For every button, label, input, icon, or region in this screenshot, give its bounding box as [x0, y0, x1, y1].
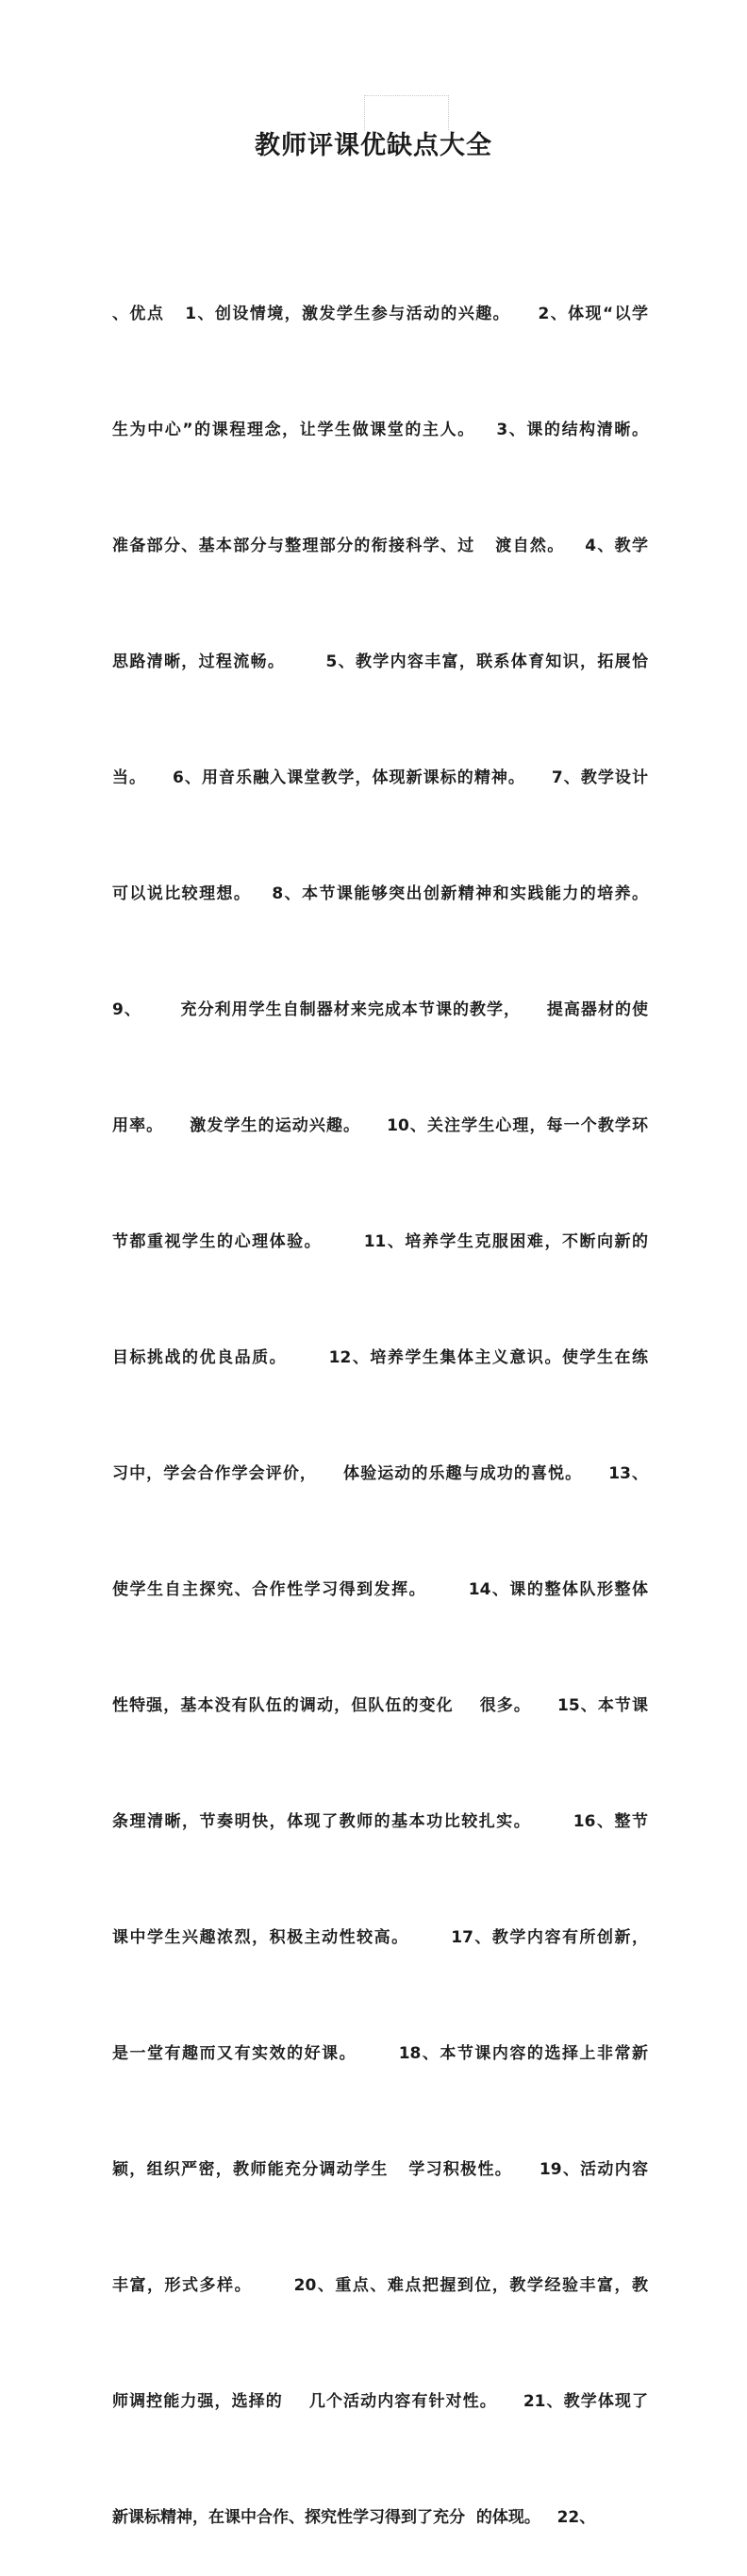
body-line: 用率。 激发学生的运动兴趣。 10、关注学生心理，每一个教学环 [112, 1116, 648, 1135]
document-title: 教师评课优缺点大全 [255, 131, 492, 160]
body-line: 是一堂有趣而又有实效的好课。 18、本节课内容的选择上非常新 [112, 2044, 648, 2063]
document-body [112, 218, 648, 2576]
body-line: 当。 6、用音乐融入课堂教学，体现新课标的精神。 7、教学设计 [112, 768, 648, 787]
body-line: 丰富，形式多样。 20、重点、难点把握到位，教学经验丰富，教 [112, 2276, 648, 2295]
body-line: 节都重视学生的心理体验。 11、培养学生克服困难，不断向新的 [112, 1232, 648, 1251]
body-line: 可以说比较理想。 8、本节课能够突出创新精神和实践能力的培养。 [112, 884, 648, 903]
body-line: 习中，学会合作学会评价， 体验运动的乐趣与成功的喜悦。 13、 [112, 1464, 648, 1483]
body-line: 9、 充分利用学生自制器材来完成本节课的教学， 提高器材的使 [112, 1000, 648, 1019]
body-line: 使学生自主探究、合作性学习得到发挥。 14、课的整体队形整体 [112, 1580, 648, 1599]
body-line: 准备部分、基本部分与整理部分的衔接科学、过 渡自然。 4、教学 [112, 537, 648, 555]
body-line: 目标挑战的优良品质。 12、培养学生集体主义意识。使学生在练 [112, 1348, 648, 1367]
body-line: 颖，组织严密，教师能充分调动学生 学习积极性。 19、活动内容 [112, 2160, 648, 2179]
body-line: 性特强，基本没有队伍的调动，但队伍的变化 很多。 15、本节课 [112, 1696, 648, 1715]
body-line: 师调控能力强，选择的 几个活动内容有针对性。 21、教学体现了 [112, 2392, 648, 2411]
body-line: 条理清晰，节奏明快，体现了教师的基本功比较扎实。 16、整节 [112, 1812, 648, 1831]
body-line: 新课标精神，在课中合作、探究性学习得到了充分 的体现。 22、 [112, 2508, 596, 2527]
body-line: 思路清晰，过程流畅。 5、教学内容丰富，联系体育知识，拓展恰 [112, 652, 648, 671]
body-line: 生为中心”的课程理念，让学生做课堂的主人。 3、课的结构清晰。 [112, 421, 648, 439]
body-line: 、优点 1、创设情境，激发学生参与活动的兴趣。 2、体现“以学 [112, 305, 648, 323]
body-line: 课中学生兴趣浓烈，积极主动性较高。 17、教学内容有所创新， [112, 1928, 648, 1947]
